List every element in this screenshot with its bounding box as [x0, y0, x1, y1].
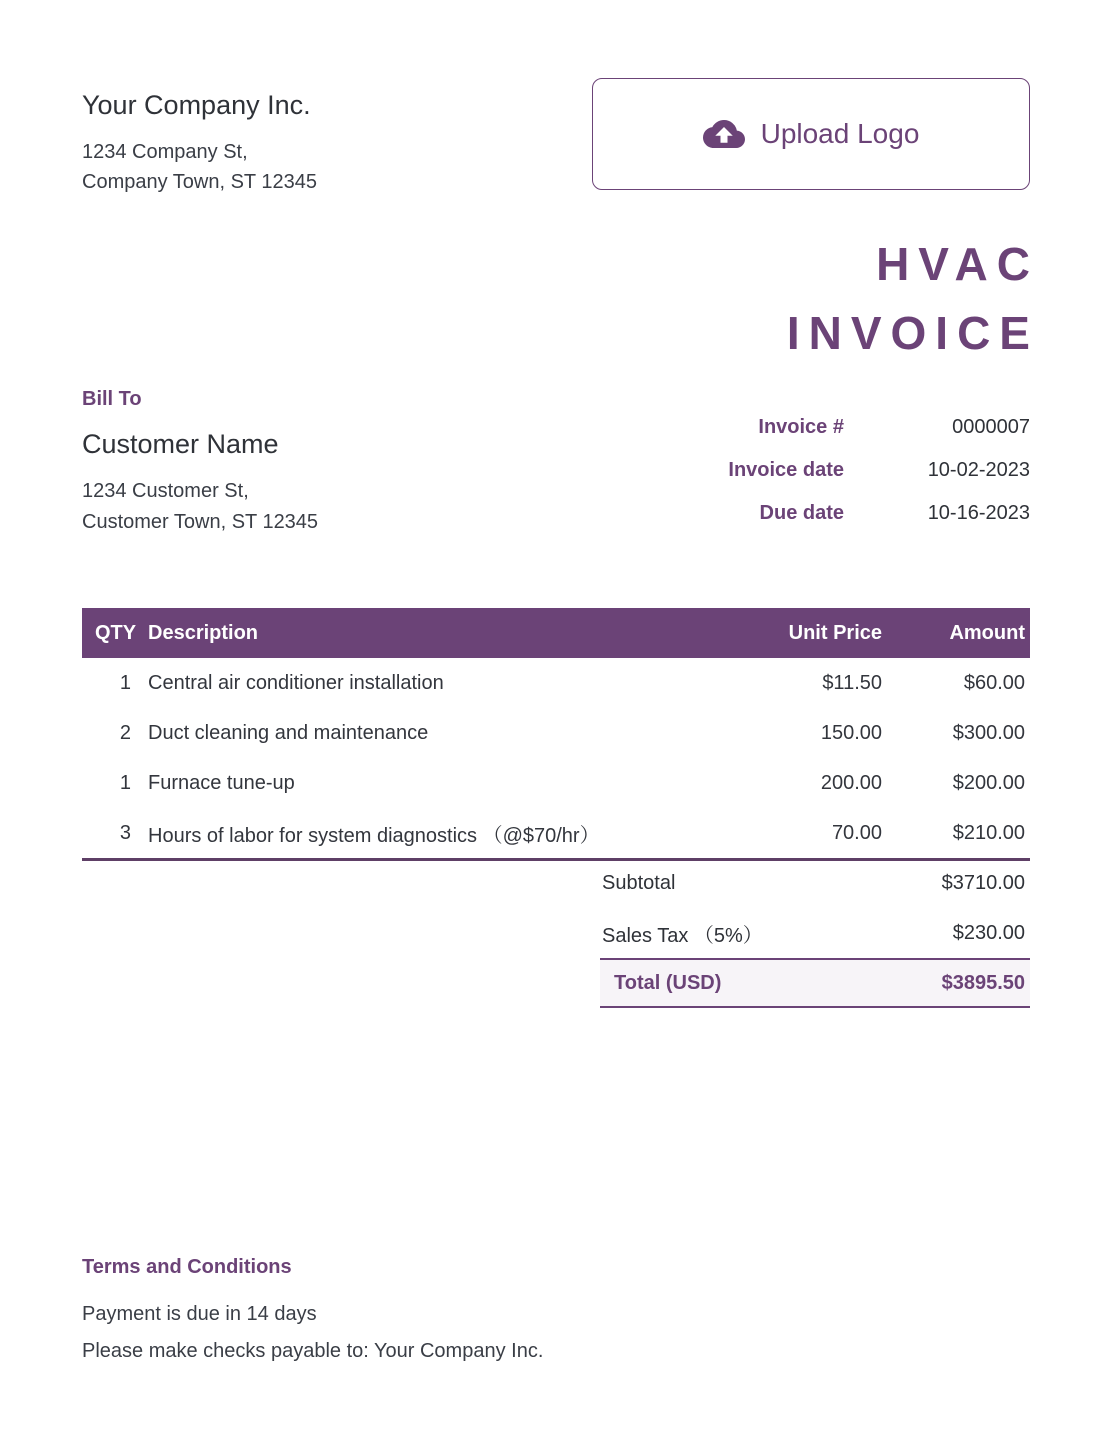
- due-date-label: Due date: [759, 502, 844, 524]
- upload-logo-button[interactable]: [592, 78, 1030, 190]
- total-value: $3895.50: [941, 971, 1025, 994]
- sales-tax-row: [600, 908, 1030, 958]
- row-qty: 3: [119, 821, 131, 844]
- row-qty: 2: [119, 721, 131, 744]
- table-header-row: [82, 608, 1030, 658]
- row-description: Hours of labor for system diagnostics （@$70/hr）: [148, 824, 600, 847]
- document-title-line1: HVAC: [876, 238, 1039, 290]
- invoice-date-value: 10-02-2023: [927, 459, 1030, 481]
- row-amount: $200.00: [952, 771, 1025, 794]
- row-qty: 1: [119, 771, 131, 794]
- sales-tax-label: Sales Tax （5%）: [602, 924, 763, 947]
- invoice-number-value: 0000007: [952, 416, 1030, 438]
- row-unit-price: 150.00: [820, 721, 882, 744]
- row-unit-price: $11.50: [822, 671, 882, 694]
- upload-logo-label: Upload Logo: [760, 118, 920, 149]
- terms-line2: Please make checks payable to: Your Company Inc.: [82, 1340, 544, 1362]
- table-row: [82, 758, 1030, 808]
- sales-tax-value: $230.00: [952, 921, 1025, 944]
- due-date-value: 10-16-2023: [927, 502, 1030, 524]
- row-amount: $300.00: [952, 721, 1025, 744]
- totals-block: [600, 858, 1030, 1008]
- header-description: Description: [148, 621, 259, 644]
- invoice-meta: [728, 416, 1030, 525]
- terms-block: [82, 1256, 543, 1370]
- company-name: Your Company Inc.: [82, 90, 311, 120]
- table-row: [82, 808, 1030, 858]
- customer-address-line2: Customer Town, ST 12345: [82, 511, 319, 533]
- header-qty: QTY: [95, 621, 137, 644]
- bill-to-label: Bill To: [82, 388, 142, 410]
- header-unit-price: Unit Price: [788, 621, 882, 644]
- row-amount: $210.00: [952, 821, 1025, 844]
- subtotal-row: [600, 858, 1030, 908]
- invoice-number-label: Invoice #: [758, 416, 844, 438]
- company-address-line2: Company Town, ST 12345: [82, 171, 317, 193]
- company-address-line1: 1234 Company St,: [82, 141, 248, 163]
- customer-address-line1: 1234 Customer St,: [82, 480, 249, 502]
- table-row: [82, 658, 1030, 708]
- row-qty: 1: [119, 671, 131, 694]
- items-table: [82, 608, 1030, 861]
- row-description: Furnace tune-up: [148, 771, 295, 794]
- invoice-date-label: Invoice date: [728, 459, 844, 481]
- row-amount: $60.00: [963, 671, 1025, 694]
- header-amount: Amount: [949, 621, 1025, 644]
- document-title-line2: INVOICE: [786, 307, 1039, 359]
- row-description: Duct cleaning and maintenance: [148, 721, 429, 744]
- terms-heading: Terms and Conditions: [82, 1256, 292, 1278]
- total-label: Total (USD): [614, 971, 722, 994]
- table-row: [82, 708, 1030, 758]
- subtotal-label: Subtotal: [602, 871, 676, 894]
- subtotal-value: $3710.00: [941, 871, 1025, 894]
- company-block: [82, 90, 317, 197]
- row-unit-price: 200.00: [820, 771, 882, 794]
- row-unit-price: 70.00: [831, 821, 882, 844]
- total-row: [600, 958, 1030, 1008]
- bill-to-block: [82, 388, 318, 538]
- cloud-upload-icon: [703, 113, 745, 155]
- document-title: [787, 230, 1039, 368]
- terms-line1: Payment is due in 14 days: [82, 1303, 317, 1325]
- row-description: Central air conditioner installation: [148, 671, 444, 694]
- customer-name: Customer Name: [82, 429, 279, 459]
